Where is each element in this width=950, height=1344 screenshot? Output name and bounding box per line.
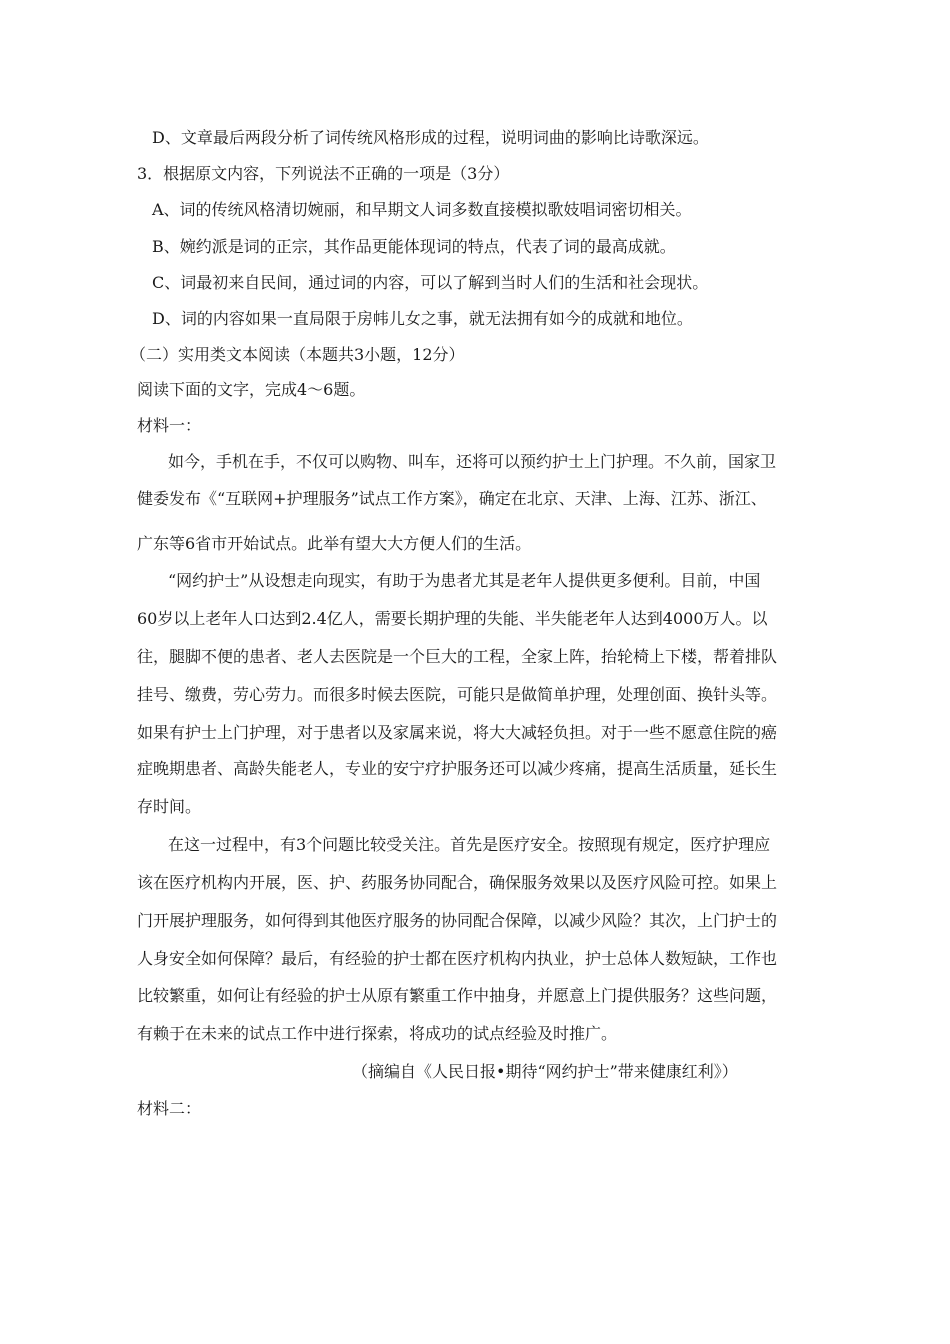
p3-line: 人身安全如何保障？最后，有经验的护士都在医疗机构内执业，护士总体人数短缺，工作也 [137, 949, 778, 968]
q3-option-b: B、婉约派是词的正宗，其作品更能体现词的特点，代表了词的最高成就。 [152, 237, 676, 256]
material1-label: 材料一： [137, 416, 202, 435]
p2-line: 存时间。 [137, 797, 202, 816]
source-citation: （摘编自《人民日报•期待“网约护士”带来健康红利》） [352, 1062, 738, 1081]
section-heading: （二）实用类文本阅读（本题共3小题，12分） [130, 345, 465, 364]
p2-line: 60岁以上老年人口达到2.4亿人，需要长期护理的失能、半失能老年人达到4000万人。以 [137, 609, 768, 628]
reading-instruction: 阅读下面的文字，完成4～6题。 [137, 380, 366, 399]
p2-line: 症晚期患者、高龄失能老人，专业的安宁疗护服务还可以减少疼痛，提高生活质量，延长生 [137, 759, 778, 778]
p3-line: 有赖于在未来的试点工作中进行探索，将成功的试点经验及时推广。 [137, 1024, 618, 1043]
q3-option-c: C、词最初来自民间，通过词的内容，可以了解到当时人们的生活和社会现状。 [152, 273, 709, 292]
p2-line: 挂号、缴费，劳心劳力。而很多时候去医院，可能只是做简单护理，处理创面、换针头等。 [137, 685, 778, 704]
p3-line: 在这一过程中，有3个问题比较受关注。首先是医疗安全。按照现有规定，医疗护理应 [168, 835, 771, 854]
q3-option-a: A、词的传统风格清切婉丽，和早期文人词多数直接模拟歌妓唱词密切相关。 [152, 200, 692, 219]
q3-option-d: D、词的内容如果一直局限于房帏儿女之事，就无法拥有如今的成就和地位。 [152, 309, 693, 328]
p3-line: 比较繁重，如何让有经验的护士从原有繁重工作中抽身，并愿意上门提供服务？这些问题， [137, 986, 778, 1005]
q2-option-d: D、文章最后两段分析了词传统风格形成的过程，说明词曲的影响比诗歌深远。 [152, 128, 709, 147]
p1-line: 广东等6省市开始试点。此举有望大大方便人们的生活。 [137, 534, 532, 553]
p2-line: “网约护士”从设想走向现实，有助于为患者尤其是老年人提供更多便利。目前，中国 [168, 571, 761, 590]
p3-line: 门开展护理服务，如何得到其他医疗服务的协同配合保障，以减少风险？其次，上门护士的 [137, 911, 778, 930]
p2-line: 如果有护士上门护理，对于患者以及家属来说，将大大减轻负担。对于一些不愿意住院的癌 [137, 723, 778, 742]
p1-line: 如今，手机在手，不仅可以购物、叫车，还将可以预约护士上门护理。不久前，国家卫 [168, 452, 777, 471]
material2-label: 材料二： [137, 1099, 202, 1118]
p3-line: 该在医疗机构内开展，医、护、药服务协同配合，确保服务效果以及医疗风险可控。如果上 [137, 873, 778, 892]
q3-stem: 3．根据原文内容，下列说法不正确的一项是（3分） [137, 164, 510, 183]
p2-line: 往，腿脚不便的患者、老人去医院是一个巨大的工程，全家上阵，抬轮椅上下楼，帮着排队 [137, 647, 778, 666]
p1-line: 健委发布《“互联网+护理服务”试点工作方案》，确定在北京、天津、上海、江苏、浙江、 [137, 489, 767, 508]
